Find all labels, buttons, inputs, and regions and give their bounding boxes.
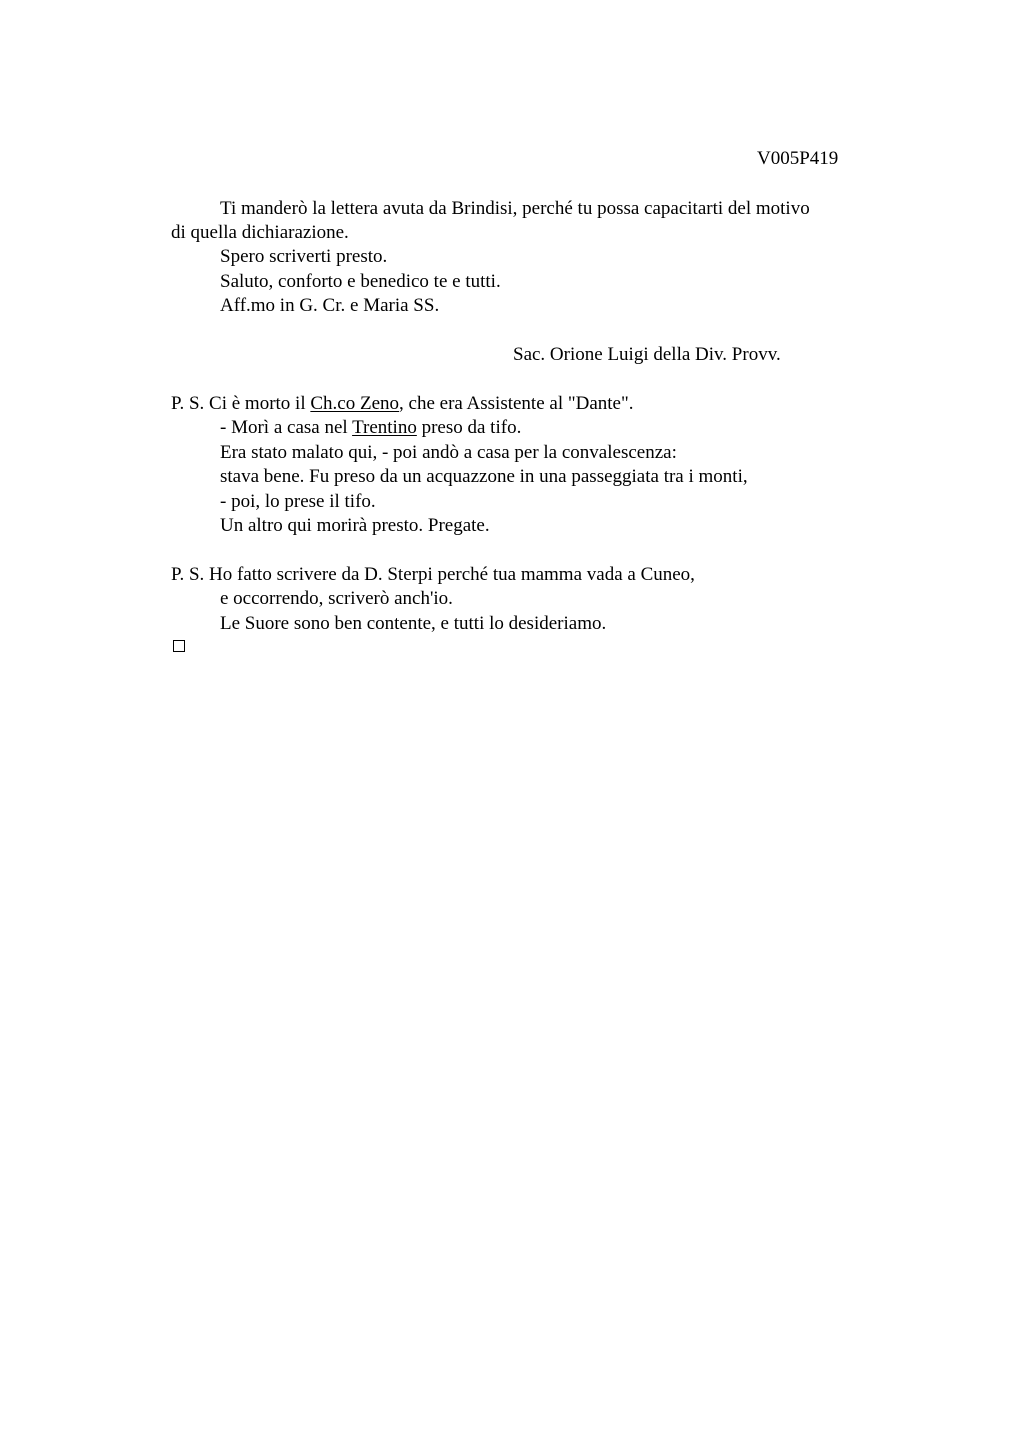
- ps1-line-1-start: P. S. Ci è morto il: [171, 393, 311, 414]
- body-line-greeting: Saluto, conforto e benedico te e tutti.: [220, 271, 501, 292]
- ps1-line-6: Un altro qui morirà presto. Pregate.: [220, 515, 490, 536]
- square-outline-icon: [173, 640, 185, 652]
- ps1-underlined-place: Trentino: [352, 417, 417, 438]
- ps1-line-1: [171, 392, 633, 416]
- ps2-line-1: P. S. Ho fatto scrivere da D. Sterpi perché tua mamma vada a Cuneo,: [171, 564, 695, 585]
- paragraph-1-line-1: Ti manderò la lettera avuta da Brindisi, perché tu possa capacitarti del motivo: [220, 198, 810, 219]
- ps2-line-2: e occorrendo, scriverò anch'io.: [220, 588, 453, 609]
- body-line-hope: Spero scriverti presto.: [220, 246, 388, 267]
- ps1-line-1-end: , che era Assistente al "Dante".: [399, 393, 634, 414]
- ps1-underlined-name: Ch.co Zeno: [310, 393, 400, 414]
- ps2-line-3: Le Suore sono ben contente, e tutti lo desideriamo.: [220, 613, 607, 634]
- ps1-line-3: Era stato malato qui, - poi andò a casa per la convalescenza:: [220, 442, 677, 463]
- paragraph-1-line-2: di quella dichiarazione.: [171, 222, 349, 243]
- ps1-line-2-end: preso da tifo.: [416, 417, 522, 438]
- reference-code: V005P419: [757, 148, 839, 169]
- ps1-line-2: [220, 416, 521, 440]
- ps1-line-5: - poi, lo prese il tifo.: [220, 491, 376, 512]
- ps1-line-4: stava bene. Fu preso da un acquazzone in una passeggiata tra i monti,: [220, 466, 748, 487]
- ps1-line-2-start: - Morì a casa nel: [220, 417, 353, 438]
- signature: Sac. Orione Luigi della Div. Provv.: [513, 344, 781, 365]
- body-line-closing: Aff.mo in G. Cr. e Maria SS.: [220, 295, 440, 316]
